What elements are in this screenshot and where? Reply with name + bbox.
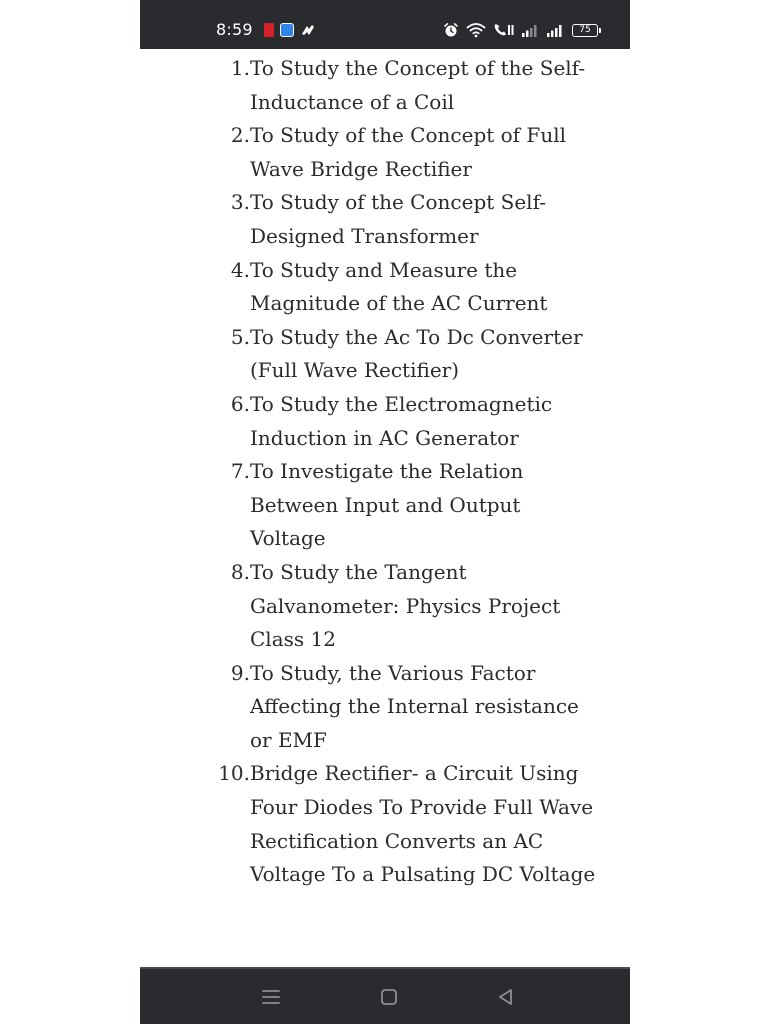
list-item (140, 657, 630, 758)
list-item-text: To Study the Electromagnetic Induction in AC Generator (250, 391, 553, 450)
signal-icon (547, 23, 565, 37)
list-item-number: 7. (230, 459, 250, 484)
list-item-number: 3. (230, 190, 250, 215)
project-topic-list (140, 52, 630, 892)
list-item-number: 5. (230, 324, 250, 349)
alarm-icon (443, 22, 459, 38)
back-icon[interactable] (494, 985, 518, 1009)
list-item (140, 321, 630, 388)
navigation-bar (140, 967, 630, 1024)
list-item-number: 1. (230, 56, 250, 80)
list-item (140, 186, 630, 253)
list-item-text: To Investigate the Relation Between Input and Output Voltage (250, 459, 524, 551)
article-content[interactable] (140, 49, 630, 967)
list-item (140, 455, 630, 556)
system-icons (443, 21, 598, 39)
list-item-text: To Study of the Concept of Full Wave Bridge Rectifier (250, 123, 566, 181)
list-item (140, 52, 630, 119)
signal-icon (522, 23, 540, 37)
list-item-number: 8. (230, 559, 250, 584)
list-item (140, 254, 630, 321)
list-item-number: 6. (230, 391, 250, 416)
app-glyph-icon (300, 23, 316, 37)
list-item-number: 2. (230, 123, 250, 148)
blue-app-icon (280, 23, 294, 37)
notification-icons (264, 23, 316, 37)
volte-call-icon (493, 22, 515, 38)
battery-icon: 75 (572, 24, 598, 37)
list-item-text: Bridge Rectifier- a Circuit Using Four Diodes To Provide Full Wave Rectification Converts an AC Voltage To a Pulsating DC Voltage (250, 761, 596, 887)
list-item (140, 757, 630, 891)
list-item-text: To Study of the Concept Self-Designed Transformer (250, 190, 547, 248)
phone-screen (140, 0, 630, 1024)
list-item-text: To Study the Ac To Dc Converter (Full Wave Rectifier) (250, 324, 583, 383)
menu-icon[interactable] (259, 985, 283, 1009)
list-item (140, 388, 630, 455)
list-item (140, 556, 630, 657)
list-item-number: 10. (218, 761, 250, 786)
list-item-text: To Study and Measure the Magnitude of the AC Current (250, 257, 548, 316)
status-time: 8:59 (216, 20, 253, 39)
wifi-icon (466, 22, 486, 38)
home-icon[interactable] (377, 985, 401, 1009)
list-item (140, 119, 630, 186)
list-item-number: 4. (230, 257, 250, 282)
list-item-number: 9. (230, 660, 250, 685)
red-app-icon (264, 23, 274, 37)
list-item-text: To Study the Tangent Galvanometer: Physics Project Class 12 (250, 559, 561, 652)
list-item-text: To Study the Concept of the Self-Inductance of a Coil (250, 56, 586, 114)
list-item-text: To Study, the Various Factor Affecting the Internal resistance or EMF (250, 660, 579, 752)
status-bar (140, 0, 630, 49)
